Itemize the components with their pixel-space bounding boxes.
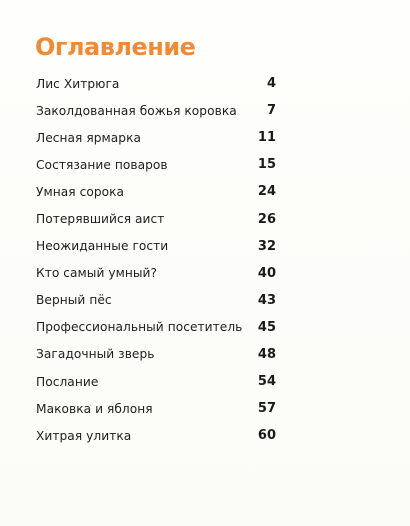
contents-title: Оглавление (35, 33, 196, 61)
toc-entry[interactable] (36, 124, 276, 151)
toc-entry-title[interactable]: Загадочный зверь (36, 347, 155, 362)
toc-entry-title[interactable]: Профессиональный посетитель (36, 320, 243, 335)
table-of-contents (36, 70, 276, 449)
toc-entry-title[interactable]: Неожиданные гости (36, 239, 169, 254)
toc-entry-page-number[interactable]: 54 (257, 374, 276, 390)
toc-entry-page-number[interactable]: 15 (257, 157, 276, 173)
toc-entry[interactable] (36, 395, 276, 422)
toc-entry[interactable] (36, 205, 276, 232)
toc-entry-page-number[interactable]: 43 (257, 292, 276, 308)
toc-entry-page-number[interactable]: 48 (257, 346, 276, 362)
toc-entry-page-number[interactable]: 40 (257, 265, 276, 281)
toc-entry-page-number[interactable]: 60 (257, 428, 276, 444)
toc-entry[interactable] (36, 287, 276, 314)
toc-entry[interactable] (36, 314, 276, 341)
toc-entry-page-number[interactable]: 4 (266, 76, 276, 92)
toc-entry-page-number[interactable]: 24 (257, 184, 276, 200)
toc-entry-title[interactable]: Потерявшийся аист (36, 212, 165, 227)
toc-entry[interactable] (36, 368, 276, 395)
toc-entry-title[interactable]: Заколдованная божья коровка (36, 103, 237, 118)
toc-entry[interactable] (36, 341, 276, 368)
toc-entry[interactable] (36, 151, 276, 178)
toc-entry-title[interactable]: Умная сорока (36, 184, 125, 199)
toc-entry-page-number[interactable]: 32 (257, 238, 276, 254)
toc-entry-page-number[interactable]: 57 (257, 401, 276, 417)
toc-entry-title[interactable]: Хитрая улитка (36, 428, 132, 443)
toc-entry[interactable] (36, 70, 276, 97)
toc-entry[interactable] (36, 422, 276, 449)
toc-entry[interactable] (36, 178, 276, 205)
toc-entry-title[interactable]: Кто самый умный? (36, 266, 158, 281)
toc-entry-title[interactable]: Лис Хитрюга (36, 76, 120, 91)
toc-entry-page-number[interactable]: 7 (266, 103, 276, 119)
toc-entry[interactable] (36, 97, 276, 124)
toc-entry-title[interactable]: Состязание поваров (36, 157, 168, 172)
toc-entry[interactable] (36, 260, 276, 287)
toc-entry-title[interactable]: Верный пёс (36, 293, 112, 308)
toc-entry-page-number[interactable]: 45 (257, 319, 276, 335)
toc-entry-title[interactable]: Послание (36, 374, 99, 389)
toc-entry-title[interactable]: Маковка и яблоня (36, 401, 153, 416)
toc-entry-title[interactable]: Лесная ярмарка (36, 130, 142, 145)
toc-entry-page-number[interactable]: 26 (257, 211, 276, 227)
toc-entry[interactable] (36, 233, 276, 260)
toc-entry-page-number[interactable]: 11 (257, 130, 276, 146)
